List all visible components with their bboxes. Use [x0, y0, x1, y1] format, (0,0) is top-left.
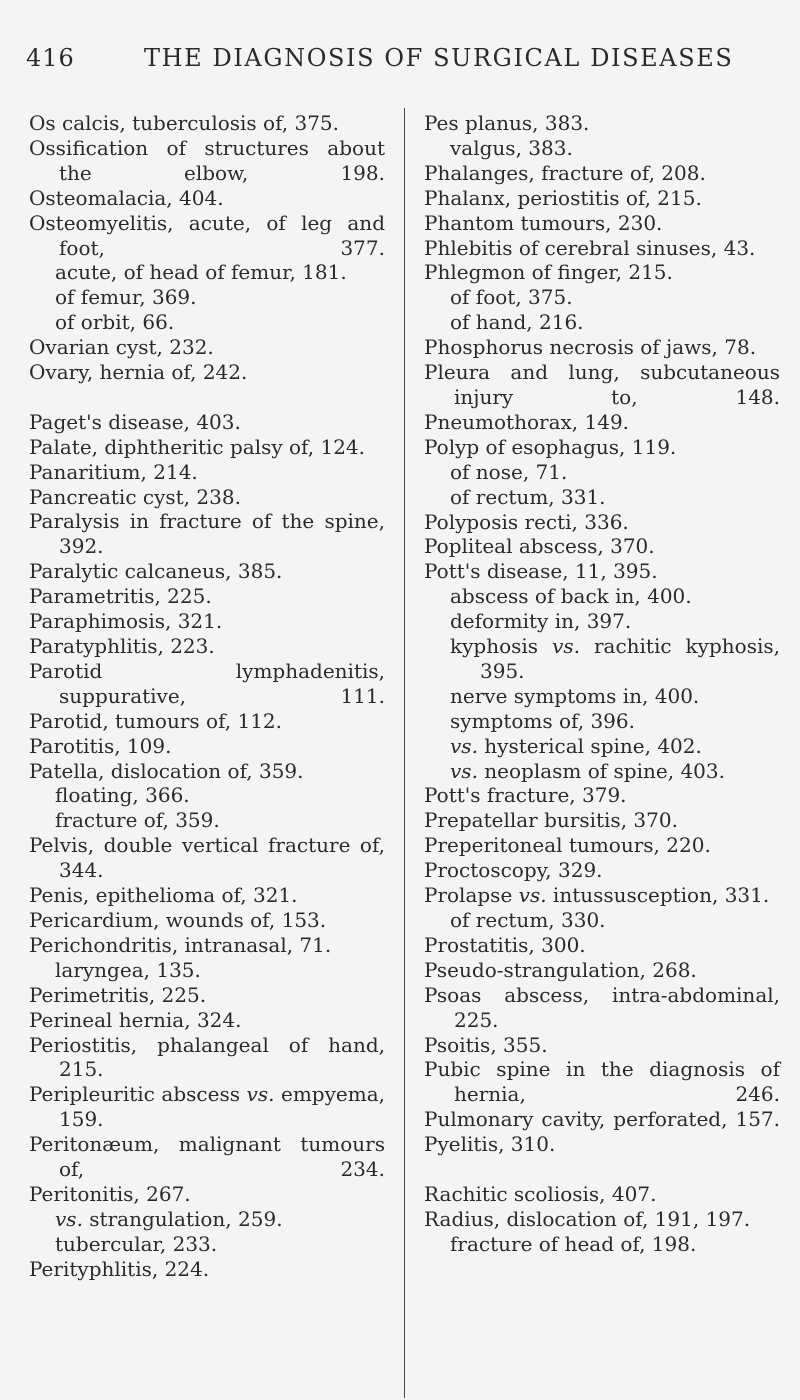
index-entry: Pleura and lung, subcutaneous injury to, 148.	[424, 360, 780, 409]
index-entry: Pes planus, 383.	[424, 111, 590, 135]
column-divider	[404, 108, 405, 1398]
index-subentry: vs. hysterical spine, 402.	[450, 733, 702, 758]
index-entry: Patella, dislocation of, 359.	[29, 758, 304, 783]
index-entry: Pott's disease, 11, 395.	[424, 559, 658, 584]
index-entry: Parotid, tumours of, 112.	[29, 708, 282, 733]
running-title: THE DIAGNOSIS OF SURGICAL DISEASES	[144, 44, 734, 72]
index-entry: Paralysis in fracture of the spine, 392.	[29, 509, 385, 559]
index-entry: Perimetritis, 225.	[29, 982, 207, 1007]
index-subentry: tubercular, 233.	[55, 1231, 218, 1256]
index-entry: Preperitoneal tumours, 220.	[424, 833, 711, 858]
index-entry: Perineal hernia, 324.	[29, 1007, 242, 1032]
index-subentry: of nose, 71.	[450, 459, 568, 484]
index-entry: Paraphimosis, 321.	[29, 609, 223, 634]
index-subentry: fracture of, 359.	[55, 808, 220, 833]
page-number: 416	[26, 44, 75, 72]
page-header	[26, 44, 786, 84]
index-subentry: abscess of back in, 400.	[450, 584, 692, 609]
section-gap	[29, 385, 385, 410]
index-entry: Paratyphlitis, 223.	[29, 634, 215, 659]
index-entry: Osteomalacia, 404.	[29, 185, 224, 210]
index-entry: Os calcis, tuberculosis of, 375.	[29, 111, 340, 135]
index-entry: Psoitis, 355.	[424, 1032, 548, 1057]
index-entry: Phlegmon of finger, 215.	[424, 260, 673, 285]
index-entry: Osteomyelitis, acute, of leg and foot, 377.	[29, 210, 385, 260]
index-entry: Ovarian cyst, 232.	[29, 335, 214, 360]
index-subentry: of orbit, 66.	[55, 310, 175, 335]
index-subentry: nerve symptoms in, 400.	[450, 683, 700, 708]
index-entry: Pyelitis, 310.	[424, 1132, 556, 1157]
index-column-right	[424, 111, 780, 1257]
index-entry: Pericardium, wounds of, 153.	[29, 907, 327, 932]
section-gap	[424, 1157, 780, 1182]
index-entry: Phantom tumours, 230.	[424, 210, 663, 235]
index-entry: Proctoscopy, 329.	[424, 858, 603, 883]
index-entry: Pubic spine in the diagnosis of hernia, 246.	[424, 1057, 780, 1107]
index-subentry: symptoms of, 396.	[450, 708, 635, 733]
index-entry: Peripleuritic abscess vs. empyema, 159.	[29, 1082, 385, 1132]
index-entry: Palate, diphtheritic palsy of, 124.	[29, 434, 365, 459]
index-entry: Ovary, hernia of, 242.	[29, 360, 248, 385]
index-subentry: of femur, 369.	[55, 285, 197, 310]
index-entry: Pseudo-strangulation, 268.	[424, 957, 697, 982]
index-subentry: kyphosis vs. rachitic kyphosis, 395.	[450, 634, 780, 683]
index-entry: Polyp of esophagus, 119.	[424, 434, 677, 459]
index-entry: Phalanges, fracture of, 208.	[424, 160, 706, 185]
index-entry: Parotitis, 109.	[29, 733, 172, 758]
index-subentry: laryngea, 135.	[55, 957, 201, 982]
index-column-left	[29, 111, 385, 1282]
index-subentry: vs. strangulation, 259.	[55, 1206, 283, 1231]
index-subentry: of rectum, 330.	[450, 908, 606, 932]
index-entry: Perityphlitis, 224.	[29, 1256, 210, 1281]
index-subentry: acute, of head of femur, 181.	[55, 260, 347, 285]
index-entry: Periostitis, phalangeal of hand, 215.	[29, 1032, 385, 1082]
index-entry: Prolapse vs. intussusception, 331.	[424, 883, 770, 908]
index-entry: Rachitic scoliosis, 407.	[424, 1181, 657, 1206]
index-subentry: deformity in, 397.	[450, 609, 632, 634]
index-entry: Paget's disease, 403.	[29, 409, 241, 434]
index-subentry: floating, 366.	[55, 783, 190, 808]
index-entry: Peritonitis, 267.	[29, 1181, 191, 1206]
index-entry: Parotid lymphadenitis, suppurative, 111.	[29, 658, 385, 708]
index-entry: Ossification of structures about the elbow, 198.	[29, 135, 385, 185]
index-entry: Psoas abscess, intra-abdominal, 225.	[424, 982, 780, 1032]
index-entry: Prepatellar bursitis, 370.	[424, 808, 678, 833]
index-subentry: of foot, 375.	[450, 285, 573, 310]
index-subentry: of rectum, 331.	[450, 484, 606, 509]
index-entry: Penis, epithelioma of, 321.	[29, 883, 298, 908]
index-entry: Pneumothorax, 149.	[424, 409, 630, 434]
index-entry: Popliteal abscess, 370.	[424, 534, 655, 559]
index-entry: Parametritis, 225.	[29, 584, 212, 609]
index-entry: Radius, dislocation of, 191, 197.	[424, 1206, 751, 1231]
index-subentry: valgus, 383.	[450, 135, 573, 160]
index-entry: Pulmonary cavity, perforated, 157.	[424, 1107, 780, 1132]
index-entry: Panaritium, 214.	[29, 459, 198, 484]
index-subentry: fracture of head of, 198.	[450, 1231, 697, 1256]
index-entry: Pelvis, double vertical fracture of, 344.	[29, 833, 385, 883]
index-entry: Phosphorus necrosis of jaws, 78.	[424, 335, 757, 360]
index-entry: Phalanx, periostitis of, 215.	[424, 185, 702, 210]
index-entry: Pott's fracture, 379.	[424, 783, 627, 808]
index-subentry: vs. neoplasm of spine, 403.	[450, 758, 725, 783]
index-subentry: of hand, 216.	[450, 310, 584, 335]
index-entry: Perichondritis, intranasal, 71.	[29, 932, 332, 957]
index-entry: Phlebitis of cerebral sinuses, 43.	[424, 235, 756, 260]
index-entry: Paralytic calcaneus, 385.	[29, 559, 283, 584]
index-entry: Peritonæum, malignant tumours of, 234.	[29, 1132, 385, 1182]
index-entry: Prostatitis, 300.	[424, 932, 586, 957]
index-entry: Polyposis recti, 336.	[424, 509, 629, 534]
index-entry: Pancreatic cyst, 238.	[29, 484, 241, 509]
